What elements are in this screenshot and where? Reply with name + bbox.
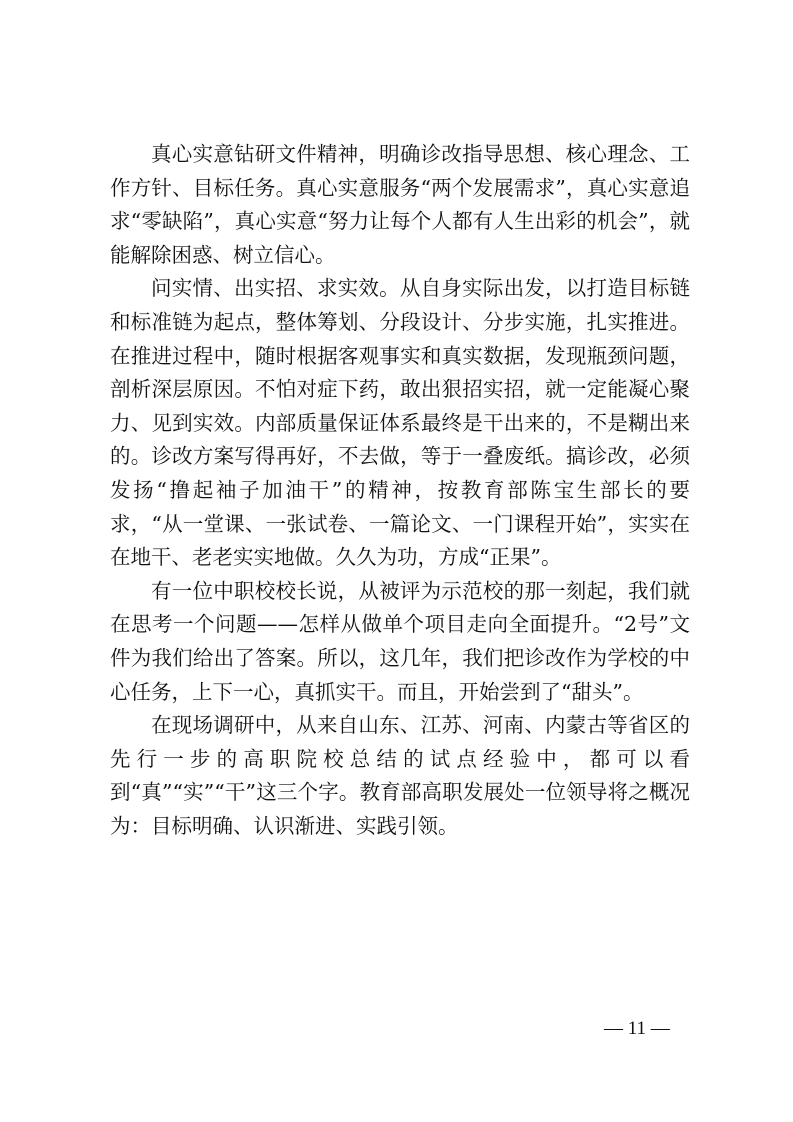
body-text: [110, 138, 690, 843]
paragraph-2: 问实情、出实招、求实效。从自身实际出发，以打造目标链和标准链为起点，整体筹划、分段设计、分步实施，扎实推进。在推进过程中，随时根据客观事实和真实数据，发现瓶颈问题，剖析深层原因。不怕对症下药，敢出狠招实招，就一定能凝心聚力、见到实效。内部质量保证体系最终是干出来的，不是糊出来的。诊改方案写得再好，不去做，等于一叠废纸。搞诊改，必须发扬“撸起袖子加油干”的精神，按教育部陈宝生部长的要求，“从一堂课、一张试卷、一篇论文、一门课程开始”，实实在在地干、老老实实地做。久久为功，方成“正果”。: [110, 276, 690, 570]
paragraph-3: 有一位中职校校长说，从被评为示范校的那一刻起，我们就在思考一个问题——怎样从做单个项目走向全面提升。“2号”文件为我们给出了答案。所以，这几年，我们把诊改作为学校的中心任务，上下一心，真抓实干。而且，开始尝到了“甜头”。: [110, 578, 690, 704]
page-number: — 11 —: [604, 1018, 670, 1039]
paragraph-4: 在现场调研中，从来自山东、江苏、河南、内蒙古等省区的先行一步的高职院校总结的试点经验中，都可以看到“真”“实”“干”这三个字。教育部高职发展处一位领导将之概况为：目标明确、认识渐进、实践引领。: [110, 713, 690, 838]
paragraph-1: 真心实意钻研文件精神，明确诊改指导思想、核心理念、工作方针、目标任务。真心实意服务“两个发展需求”，真心实意追求“零缺陷”，真心实意“努力让每个人都有人生出彩的机会”，就能解除困惑、树立信心。: [110, 142, 690, 267]
